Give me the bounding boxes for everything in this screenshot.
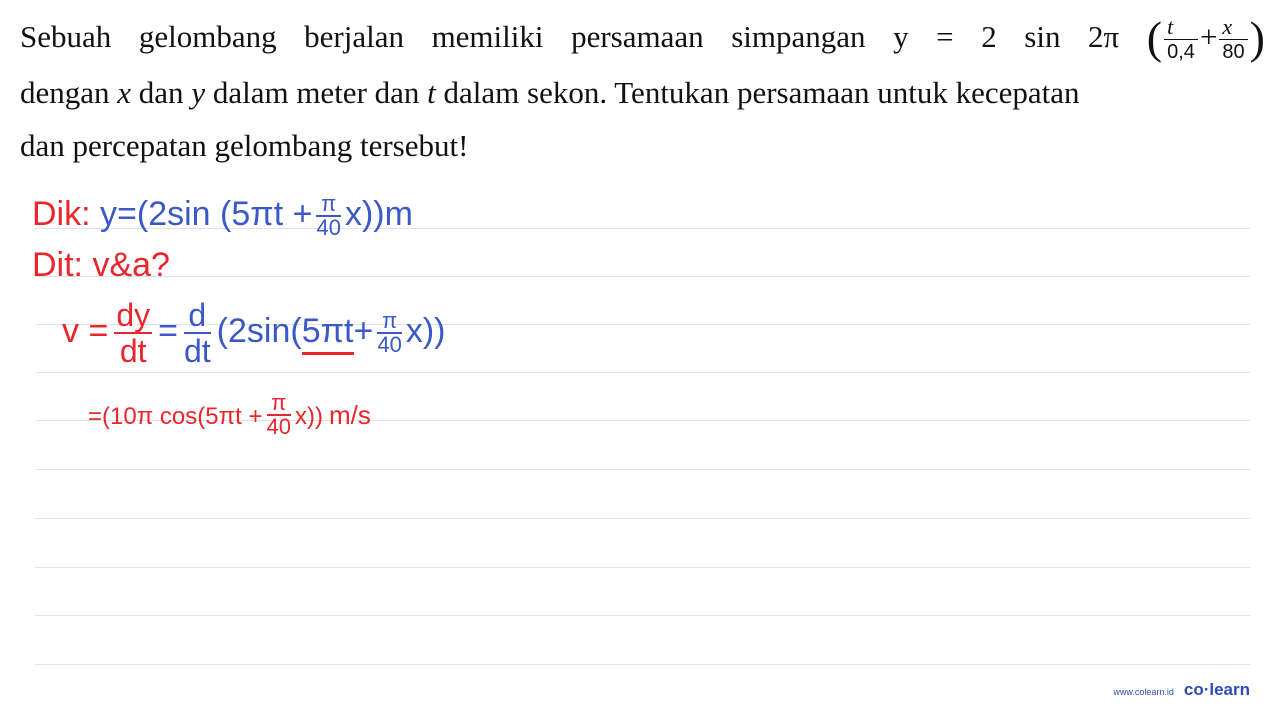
- result-unit: m/s: [329, 399, 371, 430]
- fraction-numerator: π: [316, 193, 340, 217]
- dit-line: [32, 248, 170, 282]
- dik-line: [32, 193, 413, 239]
- result-expression: =(10π cos(5πt +: [88, 402, 263, 430]
- text-segment: dalam sekon. Tentukan persamaan untuk kecepatan: [435, 75, 1080, 111]
- fraction-denominator: 40: [377, 332, 402, 357]
- problem-line-2: [20, 66, 1265, 119]
- problem-line-1: [20, 10, 1265, 66]
- v-pi-over-40: [377, 310, 401, 356]
- colearn-logo: co·learn: [1183, 680, 1250, 699]
- fraction-numerator: t: [1164, 15, 1198, 40]
- fraction-numerator: π: [377, 310, 401, 334]
- dik-label: Dik:: [32, 194, 91, 233]
- v-label: v =: [62, 311, 109, 350]
- close-paren: ): [1249, 12, 1265, 64]
- text-segment: dengan: [20, 75, 118, 111]
- d-over-dt: [184, 298, 211, 368]
- ruled-line: [35, 372, 1250, 373]
- fraction-denominator: 80: [1222, 41, 1245, 64]
- v-expression: (2sin(: [216, 311, 302, 350]
- dik-expression-end: x))m: [344, 194, 413, 233]
- open-paren: (: [1146, 12, 1163, 64]
- fraction-numerator: d: [184, 298, 211, 334]
- text-segment: dalam meter dan: [205, 75, 428, 111]
- problem-statement: [20, 10, 1265, 172]
- dik-expression: y=(2sin (5πt +: [100, 194, 313, 233]
- fraction-t-over-04: [1164, 15, 1198, 64]
- fraction-denominator: 0,4: [1167, 41, 1195, 64]
- ruled-line: [35, 664, 1250, 665]
- dit-expression: v&a?: [92, 246, 170, 284]
- fraction-numerator: π: [267, 392, 291, 416]
- dy-over-dt: [114, 298, 152, 368]
- v-expression-end: x)): [405, 311, 446, 350]
- dik-pi-over-40: [316, 193, 340, 239]
- text-segment: dan: [131, 75, 192, 111]
- fraction-denominator: dt: [119, 333, 147, 369]
- problem-line-1-text: Sebuah gelombang berjalan memiliki persamaan simpangan y = 2 sin 2π: [20, 19, 1120, 54]
- variable-t: t: [427, 75, 436, 111]
- ruled-line: [35, 518, 1250, 519]
- fraction-denominator: 40: [266, 414, 292, 439]
- velocity-derivation: [62, 298, 446, 368]
- fraction-denominator: 40: [316, 215, 341, 240]
- problem-line-3: dan percepatan gelombang tersebut!: [20, 128, 469, 164]
- velocity-result: [88, 392, 371, 438]
- brand-url: www.colearn.id: [1113, 687, 1174, 697]
- colearn-branding: [1113, 680, 1250, 700]
- plus-sign: +: [1199, 19, 1218, 54]
- result-expression-end: x)): [295, 402, 323, 430]
- ruled-line: [35, 469, 1250, 470]
- result-pi-over-40: [267, 392, 291, 438]
- fraction-x-over-80: [1219, 15, 1247, 64]
- equals-sign: =: [158, 311, 178, 350]
- plus-sign: +: [353, 311, 374, 350]
- ruled-line: [35, 615, 1250, 616]
- ruled-line: [35, 276, 1250, 277]
- fraction-numerator: x: [1219, 15, 1247, 40]
- fraction-numerator: dy: [116, 297, 151, 333]
- variable-y: y: [191, 75, 206, 111]
- underlined-term: 5πt: [302, 312, 354, 355]
- fraction-denominator: dt: [183, 333, 211, 369]
- ruled-line: [35, 567, 1250, 568]
- variable-x: x: [117, 75, 132, 111]
- dit-label: Dit:: [32, 246, 83, 284]
